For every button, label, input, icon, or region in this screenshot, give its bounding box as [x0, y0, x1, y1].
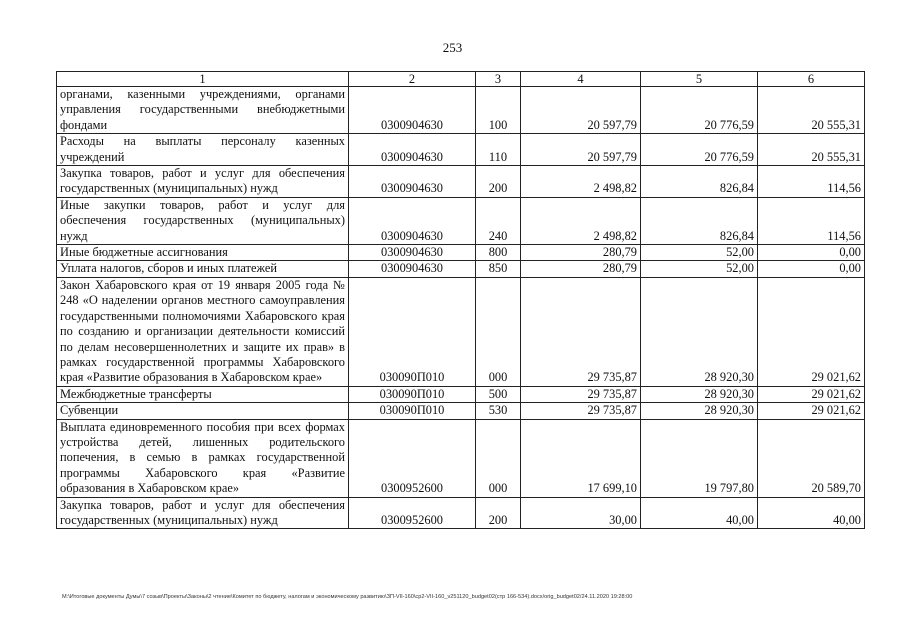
row-amount-1: 2 498,82 [521, 197, 641, 244]
table-row [57, 419, 865, 497]
table-row [57, 261, 865, 277]
row-amount-1: 280,79 [521, 261, 641, 277]
row-amount-3: 29 021,62 [758, 386, 865, 402]
row-code: 0300904630 [349, 134, 476, 166]
row-amount-1: 29 735,87 [521, 386, 641, 402]
row-expense-type: 240 [476, 197, 521, 244]
row-code: 030090П010 [349, 386, 476, 402]
row-amount-2: 20 776,59 [641, 134, 758, 166]
row-amount-2: 28 920,30 [641, 277, 758, 386]
page-number: 253 [442, 40, 463, 55]
row-amount-1: 29 735,87 [521, 403, 641, 419]
row-amount-2: 28 920,30 [641, 403, 758, 419]
row-expense-type: 200 [476, 497, 521, 529]
table-row [57, 245, 865, 261]
budget-table [56, 71, 865, 529]
row-name: Иные бюджетные ассигнования [57, 245, 349, 261]
row-expense-type: 800 [476, 245, 521, 261]
row-amount-2: 19 797,80 [641, 419, 758, 497]
row-name: органами, казенными учреждениями, органами управления государственными внебюджетными фондами [57, 87, 349, 134]
row-expense-type: 200 [476, 166, 521, 198]
column-header: 2 [349, 72, 476, 87]
row-name: Межбюджетные трансферты [57, 386, 349, 402]
row-amount-1: 2 498,82 [521, 166, 641, 198]
row-code: 030090П010 [349, 277, 476, 386]
row-expense-type: 100 [476, 87, 521, 134]
column-header: 5 [641, 72, 758, 87]
row-code: 0300952600 [349, 419, 476, 497]
row-amount-3: 0,00 [758, 245, 865, 261]
row-expense-type: 500 [476, 386, 521, 402]
row-name: Уплата налогов, сборов и иных платежей [57, 261, 349, 277]
table-row [57, 386, 865, 402]
table-row [57, 497, 865, 529]
row-amount-1: 29 735,87 [521, 277, 641, 386]
row-expense-type: 000 [476, 277, 521, 386]
row-name: Закон Хабаровского края от 19 января 2005 года № 248 «О наделении органов местного самоуправления государственными полномочиями Хабаровского края по созданию и организации деятельности комиссий по делам несовершеннолетних и защите их прав» в рамках государственной программы Хабаровского края «Развитие образования в Хабаровском крае» [57, 277, 349, 386]
row-code: 0300904630 [349, 245, 476, 261]
row-amount-3: 29 021,62 [758, 277, 865, 386]
row-name: Закупка товаров, работ и услуг для обеспечения государственных (муниципальных) нужд [57, 497, 349, 529]
row-expense-type: 110 [476, 134, 521, 166]
row-amount-1: 280,79 [521, 245, 641, 261]
column-header: 4 [521, 72, 641, 87]
row-name: Расходы на выплаты персоналу казенных учреждений [57, 134, 349, 166]
row-name: Иные закупки товаров, работ и услуг для обеспечения государственных (муниципальных) нужд [57, 197, 349, 244]
row-amount-1: 30,00 [521, 497, 641, 529]
table-header-row [57, 72, 865, 87]
row-amount-2: 28 920,30 [641, 386, 758, 402]
row-amount-3: 20 589,70 [758, 419, 865, 497]
row-name: Закупка товаров, работ и услуг для обеспечения государственных (муниципальных) нужд [57, 166, 349, 198]
row-amount-3: 114,56 [758, 166, 865, 198]
column-header: 6 [758, 72, 865, 87]
row-expense-type: 000 [476, 419, 521, 497]
row-amount-2: 826,84 [641, 197, 758, 244]
row-code: 0300904630 [349, 166, 476, 198]
table-row [57, 277, 865, 386]
row-code: 0300904630 [349, 197, 476, 244]
row-code: 0300904630 [349, 87, 476, 134]
row-amount-3: 0,00 [758, 261, 865, 277]
row-amount-3: 29 021,62 [758, 403, 865, 419]
row-amount-3: 20 555,31 [758, 134, 865, 166]
row-amount-3: 40,00 [758, 497, 865, 529]
row-expense-type: 850 [476, 261, 521, 277]
row-amount-2: 52,00 [641, 261, 758, 277]
row-amount-1: 20 597,79 [521, 134, 641, 166]
row-amount-2: 826,84 [641, 166, 758, 198]
row-amount-3: 20 555,31 [758, 87, 865, 134]
row-name: Выплата единовременного пособия при всех формах устройства детей, лишенных родительского попечения, в семью в рамках государственной программы Хабаровского края «Развитие образования в Хабаровском крае» [57, 419, 349, 497]
document-footer-path: M:\Итоговые документы Думы\7 созыв\Проекты\Законы\2 чтение\Комитет по бюджету, налогам и экономическому развитию\ЗП-VII-160\ср2-VII-160_v251120_budget02(стр 166-534).docx/orig_budget02/24.11.2020 19:28:00 [62, 594, 633, 600]
row-code: 0300904630 [349, 261, 476, 277]
row-amount-3: 114,56 [758, 197, 865, 244]
table-row [57, 197, 865, 244]
table-row [57, 403, 865, 419]
row-expense-type: 530 [476, 403, 521, 419]
table-row [57, 134, 865, 166]
row-code: 0300952600 [349, 497, 476, 529]
row-amount-2: 52,00 [641, 245, 758, 261]
row-amount-1: 20 597,79 [521, 87, 641, 134]
row-amount-1: 17 699,10 [521, 419, 641, 497]
row-amount-2: 20 776,59 [641, 87, 758, 134]
row-name: Субвенции [57, 403, 349, 419]
column-header: 1 [57, 72, 349, 87]
column-header: 3 [476, 72, 521, 87]
row-code: 030090П010 [349, 403, 476, 419]
table-row [57, 166, 865, 198]
table-row [57, 87, 865, 134]
row-amount-2: 40,00 [641, 497, 758, 529]
